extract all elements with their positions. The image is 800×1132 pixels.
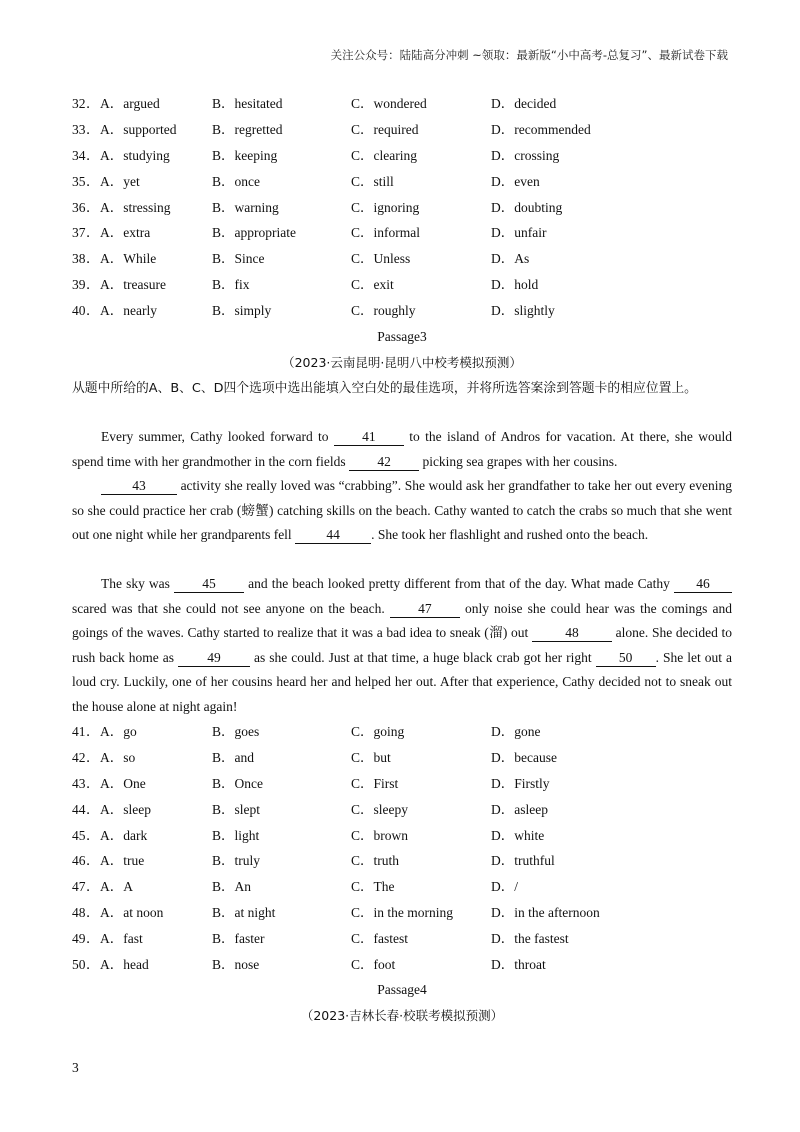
option-row-46 <box>72 848 732 874</box>
blank-42: 42 <box>349 454 419 471</box>
question-number: 47 <box>72 879 86 895</box>
number-separator: ． <box>86 905 100 921</box>
option-d: D．As <box>491 251 530 267</box>
option-b: B．simply <box>212 303 272 319</box>
passage4-source: （2023·吉林长春·校联考模拟预测） <box>300 1008 504 1023</box>
option-d: D．even <box>491 173 540 189</box>
number-separator: ． <box>86 931 100 947</box>
option-d: D．gone <box>491 724 541 739</box>
option-b: B．nose <box>212 957 260 973</box>
number-separator: ． <box>86 749 100 765</box>
option-b: B．faster <box>212 931 265 947</box>
option-a: A．extra <box>100 225 151 241</box>
paragraph-text: picking sea grapes with her cousins. <box>422 453 618 469</box>
option-b: B．Since <box>212 251 265 267</box>
option-c: C．informal <box>351 225 420 241</box>
option-b: B．fix <box>212 277 250 293</box>
option-c: C．required <box>351 121 419 137</box>
question-number: 49 <box>72 931 86 947</box>
number-separator: ． <box>86 827 100 843</box>
option-b: B．light <box>212 827 260 843</box>
option-c: C．but <box>351 749 391 765</box>
option-b: B．at night <box>212 905 276 921</box>
number-separator: ． <box>86 96 100 111</box>
option-d: D．hold <box>491 277 539 293</box>
option-c: C．wondered <box>351 96 427 111</box>
number-separator: ． <box>86 251 100 267</box>
option-d: D．truthful <box>491 853 555 869</box>
number-separator: ． <box>86 225 100 241</box>
option-d: D．unfair <box>491 225 547 241</box>
paragraph-text: and the beach looked pretty different from that of the day. What made Cathy <box>248 576 670 591</box>
paragraph-text: . She took her flashlight and rushed onto the beach. <box>371 527 649 543</box>
option-row-34 <box>72 143 732 169</box>
option-d: D．throat <box>491 957 546 973</box>
option-row-49 <box>72 926 732 952</box>
option-a: A．so <box>100 749 136 765</box>
option-c: C．clearing <box>351 147 417 163</box>
option-row-41 <box>72 719 732 745</box>
option-b: B．once <box>212 173 260 189</box>
question-number: 46 <box>72 853 86 869</box>
option-b: B．keeping <box>212 147 278 163</box>
passage3-instruction: 从题中所给的A、B、C、D四个选项中选出能填入空白处的最佳选项，并将所选答案涂到答题卡的相应位置上。 <box>72 381 697 396</box>
option-a: A．studying <box>100 147 170 163</box>
question-number: 38 <box>72 251 86 267</box>
question-number: 50 <box>72 957 86 973</box>
option-b: B．goes <box>212 724 260 739</box>
option-d: D．crossing <box>491 147 560 163</box>
blank-49: 49 <box>178 650 250 667</box>
passage3-paragraph-1 <box>72 425 732 474</box>
option-row-43 <box>72 771 732 797</box>
question-number: 32 <box>72 96 86 111</box>
paragraph-text: to the island of Andros for vacation. At there, she would spend time with her grandmother in the corn fields <box>72 429 733 469</box>
option-row-48 <box>72 900 732 926</box>
option-row-47 <box>72 874 732 900</box>
option-c: C．sleepy <box>351 801 408 817</box>
option-c: C．in the morning <box>351 905 453 921</box>
option-a: A．at noon <box>100 905 164 921</box>
paragraph-text: alone. She decided to rush back home as <box>72 625 733 665</box>
question-number: 42 <box>72 749 86 765</box>
paragraph-text: The sky was <box>101 576 170 591</box>
option-a: A．argued <box>100 96 160 111</box>
options-list-41-50 <box>72 719 732 978</box>
option-a: A．head <box>100 957 149 973</box>
option-d: D．decided <box>491 96 557 111</box>
option-row-35 <box>72 169 732 195</box>
option-a: A．fast <box>100 931 143 947</box>
number-separator: ． <box>86 277 100 293</box>
paragraph-text: scared was that she could not see anyone on the beach. <box>72 600 385 616</box>
paragraph-text: as she could. Just at that time, a huge black crab got her right <box>253 649 592 665</box>
passage3-paragraph-3 <box>72 572 732 720</box>
option-b: B．warning <box>212 199 279 215</box>
question-number: 40 <box>72 303 86 319</box>
option-d: D．in the afternoon <box>491 905 600 921</box>
option-a: A．supported <box>100 121 177 137</box>
option-c: C．going <box>351 724 405 739</box>
option-a: A．One <box>100 775 146 791</box>
option-a: A．stressing <box>100 199 171 215</box>
passage3-source: （2023·云南昆明·昆明八中校考模拟预测） <box>282 355 522 370</box>
option-b: B．slept <box>212 801 261 817</box>
number-separator: ． <box>86 173 100 189</box>
option-row-33 <box>72 117 732 143</box>
paragraph-text: Every summer, Cathy looked forward to <box>101 429 329 444</box>
passage3-title: Passage3 <box>377 329 427 344</box>
option-row-32 <box>72 91 732 117</box>
blank-44: 44 <box>295 527 371 544</box>
option-d: D．/ <box>491 879 518 895</box>
question-number: 45 <box>72 827 86 843</box>
blank-47: 47 <box>390 601 460 618</box>
option-row-39 <box>72 272 732 298</box>
blank-43: 43 <box>101 478 177 495</box>
option-d: D．recommended <box>491 121 591 137</box>
option-row-45 <box>72 823 732 849</box>
option-row-50 <box>72 952 732 978</box>
option-row-42 <box>72 745 732 771</box>
passage4-title: Passage4 <box>377 982 427 997</box>
number-separator: ． <box>86 199 100 215</box>
option-c: C．foot <box>351 957 396 973</box>
number-separator: ． <box>86 801 100 817</box>
blank-48: 48 <box>532 625 612 642</box>
question-number: 41 <box>72 724 86 739</box>
question-number: 39 <box>72 277 86 293</box>
option-row-44 <box>72 797 732 823</box>
question-number: 35 <box>72 173 86 189</box>
page-number: 3 <box>72 1060 79 1075</box>
option-c: C．fastest <box>351 931 408 947</box>
number-separator: ． <box>86 957 100 973</box>
option-a: A．sleep <box>100 801 151 817</box>
option-c: C．brown <box>351 827 408 843</box>
option-c: C．still <box>351 173 394 189</box>
paragraph-text: . She let out a loud cry. Luckily, one of her cousins heard her and helped her out. After that experience, Cathy decided not to sneak out the house alone at night again! <box>72 649 732 714</box>
number-separator: ． <box>86 775 100 791</box>
number-separator: ． <box>86 121 100 137</box>
option-d: D．doubting <box>491 199 563 215</box>
blank-46: 46 <box>674 576 732 593</box>
question-number: 43 <box>72 775 86 791</box>
option-c: C．exit <box>351 277 394 293</box>
option-d: D．the fastest <box>491 931 569 947</box>
blank-50: 50 <box>596 650 656 667</box>
option-c: C．ignoring <box>351 199 420 215</box>
option-row-40 <box>72 298 732 324</box>
option-c: C．truth <box>351 853 400 869</box>
number-separator: ． <box>86 853 100 869</box>
option-b: B．regretted <box>212 121 283 137</box>
option-c: C．Unless <box>351 251 411 267</box>
option-b: B．An <box>212 879 252 895</box>
option-a: A．yet <box>100 173 140 189</box>
paragraph-text: activity she really loved was “crabbing”. She would ask her grandfather to take her out every evening so she could practice her crab (螃蟹) catching skills on the beach. Cathy wanted to catch the crabs so much that she went out one night while her grandparents fell <box>72 478 732 543</box>
option-b: B．and <box>212 749 254 765</box>
option-a: A．nearly <box>100 303 157 319</box>
option-b: B．Once <box>212 775 263 791</box>
blank-45: 45 <box>174 576 244 593</box>
question-number: 48 <box>72 905 86 921</box>
question-number: 33 <box>72 121 86 137</box>
option-c: C．First <box>351 775 399 791</box>
option-b: B．truly <box>212 853 261 869</box>
options-list-32-40 <box>72 91 732 324</box>
number-separator: ． <box>86 147 100 163</box>
option-d: D．slightly <box>491 303 555 319</box>
number-separator: ． <box>86 724 100 739</box>
option-d: D．Firstly <box>491 775 550 791</box>
option-a: A．true <box>100 853 145 869</box>
question-number: 36 <box>72 199 86 215</box>
option-a: A．go <box>100 724 137 739</box>
option-d: D．white <box>491 827 545 843</box>
option-a: A．A <box>100 879 133 895</box>
blank-41: 41 <box>334 429 404 446</box>
option-b: B．appropriate <box>212 225 296 241</box>
option-row-38 <box>72 246 732 272</box>
question-number: 44 <box>72 801 86 817</box>
option-d: D．asleep <box>491 801 548 817</box>
question-number: 34 <box>72 147 86 163</box>
number-separator: ． <box>86 879 100 895</box>
option-d: D．because <box>491 749 557 765</box>
option-a: A．dark <box>100 827 148 843</box>
option-a: A．While <box>100 251 157 267</box>
question-number: 37 <box>72 225 86 241</box>
option-b: B．hesitated <box>212 96 283 111</box>
paragraph-text: only noise she could hear was the comings and goings of the waves. Cathy started to realize that it was a bad idea to sneak (溜) out <box>72 600 732 641</box>
option-c: C．roughly <box>351 303 416 319</box>
page-header: 关注公众号：陆陆高分冲刺 ~领取：最新版“小中高考-总复习”、最新试卷下载 <box>330 48 728 62</box>
option-row-37 <box>72 220 732 246</box>
passage3-paragraph-2 <box>72 474 732 548</box>
option-a: A．treasure <box>100 277 166 293</box>
option-c: C．The <box>351 879 395 895</box>
option-row-36 <box>72 195 732 221</box>
number-separator: ． <box>86 303 100 319</box>
